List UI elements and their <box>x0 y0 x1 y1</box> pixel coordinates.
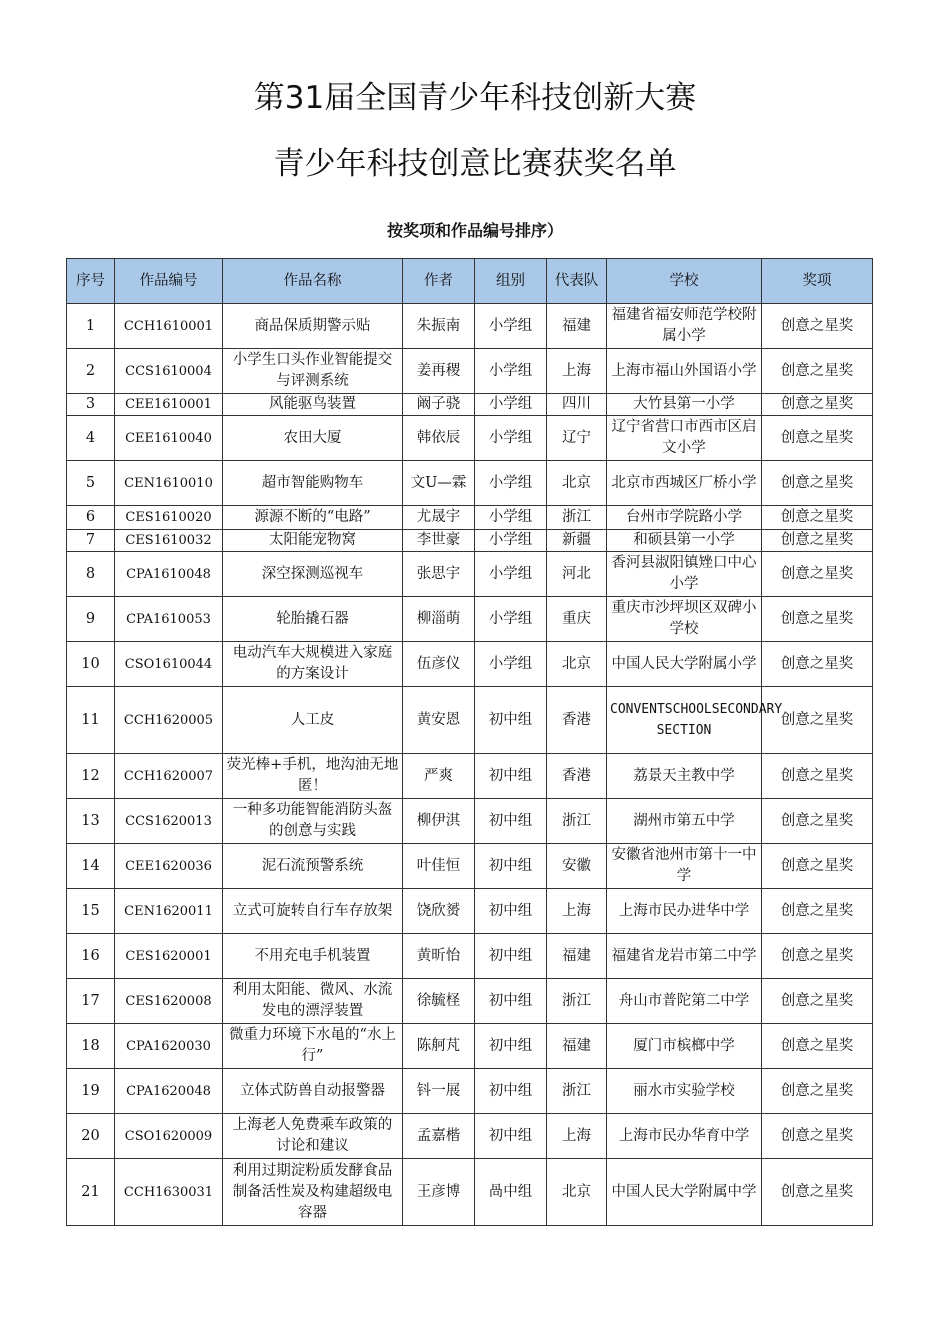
table-cell: 创意之星奖 <box>762 597 873 642</box>
table-cell: 重庆市沙坪坝区双碑小学校 <box>607 597 762 642</box>
table-cell: 利用过期淀粉质发酵食品制备活性炭及构建超级电容器 <box>223 1159 403 1226</box>
table-cell: 5 <box>67 461 115 506</box>
table-cell: CCH1630031 <box>115 1159 223 1226</box>
table-cell: 创意之星奖 <box>762 349 873 394</box>
table-cell: 18 <box>67 1024 115 1069</box>
table-cell: 和硕县第一小学 <box>607 530 762 552</box>
table-cell: 16 <box>67 934 115 979</box>
table-cell: 初中组 <box>475 1024 547 1069</box>
column-header: 代表队 <box>547 259 607 304</box>
table-cell: 安徽 <box>547 844 607 889</box>
table-cell: 文U—霖 <box>403 461 475 506</box>
table-row <box>67 552 873 597</box>
table-cell: 小学组 <box>475 349 547 394</box>
table-cell: 柳淄萌 <box>403 597 475 642</box>
table-cell: CSO1610044 <box>115 642 223 687</box>
table-cell: 中国人民大学附属小学 <box>607 642 762 687</box>
table-cell: CES1620001 <box>115 934 223 979</box>
table-row <box>67 799 873 844</box>
table-cell: 创意之星奖 <box>762 394 873 416</box>
table-cell: 福建省福安师范学校附属小学 <box>607 304 762 349</box>
table-row <box>67 979 873 1024</box>
table-cell: 20 <box>67 1114 115 1159</box>
table-cell: 孟嘉楷 <box>403 1114 475 1159</box>
table-cell: 电动汽车大规模进入家庭的方案设计 <box>223 642 403 687</box>
table-cell: 太阳能宠物窝 <box>223 530 403 552</box>
table-row <box>67 934 873 979</box>
table-cell: 上海老人免费乘车政策的讨论和建议 <box>223 1114 403 1159</box>
table-cell: 人工皮 <box>223 687 403 754</box>
table-cell: 朱振南 <box>403 304 475 349</box>
column-header: 序号 <box>67 259 115 304</box>
table-cell: CEE1610001 <box>115 394 223 416</box>
table-cell: 超市智能购物车 <box>223 461 403 506</box>
table-row <box>67 349 873 394</box>
column-header: 组别 <box>475 259 547 304</box>
table-cell: 初中组 <box>475 687 547 754</box>
table-cell: 11 <box>67 687 115 754</box>
table-cell: 6 <box>67 506 115 530</box>
table-cell: 立体式防兽自动报警器 <box>223 1069 403 1114</box>
column-header: 作品编号 <box>115 259 223 304</box>
table-cell: 台州市学院路小学 <box>607 506 762 530</box>
table-cell: 12 <box>67 754 115 799</box>
table-cell: 源源不断的“电路” <box>223 506 403 530</box>
table-cell: 创意之星奖 <box>762 844 873 889</box>
table-cell: 严爽 <box>403 754 475 799</box>
table-cell: CCH1620005 <box>115 687 223 754</box>
table-row <box>67 416 873 461</box>
table-cell: 7 <box>67 530 115 552</box>
table-cell: CES1610020 <box>115 506 223 530</box>
table-cell: 创意之星奖 <box>762 304 873 349</box>
table-cell: 创意之星奖 <box>762 1069 873 1114</box>
table-cell: 北京 <box>547 461 607 506</box>
table-cell: 陈舸芃 <box>403 1024 475 1069</box>
table-cell: 创意之星奖 <box>762 934 873 979</box>
table-cell: 浙江 <box>547 1069 607 1114</box>
table-cell: 初中组 <box>475 979 547 1024</box>
table-cell: 不用充电手机装置 <box>223 934 403 979</box>
table-cell: 咼中组 <box>475 1159 547 1226</box>
table-cell: 饶欣赟 <box>403 889 475 934</box>
table-cell: 农田大厦 <box>223 416 403 461</box>
table-cell: CPA1610048 <box>115 552 223 597</box>
table-cell: 中国人民大学附属中学 <box>607 1159 762 1226</box>
table-cell: 湖州市第五中学 <box>607 799 762 844</box>
table-cell: 初中组 <box>475 889 547 934</box>
table-cell: 初中组 <box>475 934 547 979</box>
table-cell: 创意之星奖 <box>762 1159 873 1226</box>
table-cell: 17 <box>67 979 115 1024</box>
table-cell: 上海市民办进华中学 <box>607 889 762 934</box>
table-cell: 北京 <box>547 642 607 687</box>
table-cell: 1 <box>67 304 115 349</box>
table-cell: 小学组 <box>475 530 547 552</box>
table-cell: CEN1620011 <box>115 889 223 934</box>
table-row <box>67 394 873 416</box>
table-cell: 李世豪 <box>403 530 475 552</box>
table-cell: 浙江 <box>547 799 607 844</box>
table-cell: 荧光棒+手机，地沟油无地匿！ <box>223 754 403 799</box>
table-cell: CPA1610053 <box>115 597 223 642</box>
table-body <box>67 304 873 1226</box>
table-cell: 小学组 <box>475 461 547 506</box>
table-cell: 浙江 <box>547 979 607 1024</box>
table-cell: 15 <box>67 889 115 934</box>
table-cell: CEE1610040 <box>115 416 223 461</box>
page-subtitle: 青少年科技创意比赛获奖名单 <box>273 146 677 182</box>
table-cell: CCS1610004 <box>115 349 223 394</box>
table-header-row <box>67 259 873 304</box>
table-cell: 上海市民办华育中学 <box>607 1114 762 1159</box>
table-cell: 王彦博 <box>403 1159 475 1226</box>
column-header: 作品名称 <box>223 259 403 304</box>
table-cell: 上海 <box>547 349 607 394</box>
table-cell: 小学组 <box>475 416 547 461</box>
table-cell: 新疆 <box>547 530 607 552</box>
table-cell: 福建 <box>547 1024 607 1069</box>
table-cell: 福建省龙岩市第二中学 <box>607 934 762 979</box>
table-cell: 姜再稷 <box>403 349 475 394</box>
table-cell: 21 <box>67 1159 115 1226</box>
table-cell: 创意之星奖 <box>762 552 873 597</box>
table-cell: 荔景天主教中学 <box>607 754 762 799</box>
table-cell: 初中组 <box>475 799 547 844</box>
table-cell: CEE1620036 <box>115 844 223 889</box>
table-row <box>67 1114 873 1159</box>
table-row <box>67 687 873 754</box>
table-cell: 浙江 <box>547 506 607 530</box>
table-cell: CES1620008 <box>115 979 223 1024</box>
table-cell: CCS1620013 <box>115 799 223 844</box>
table-row <box>67 530 873 552</box>
table-cell: 13 <box>67 799 115 844</box>
page-title: 第31届全国青少年科技创新大赛 <box>253 80 697 116</box>
column-header: 作者 <box>403 259 475 304</box>
table-cell: 黄安恩 <box>403 687 475 754</box>
table-cell: 小学组 <box>475 597 547 642</box>
table-cell: 10 <box>67 642 115 687</box>
table-cell: 创意之星奖 <box>762 889 873 934</box>
table-cell: 创意之星奖 <box>762 506 873 530</box>
table-cell: 初中组 <box>475 1069 547 1114</box>
table-cell: 立式可旋转自行车存放架 <box>223 889 403 934</box>
table-cell: 创意之星奖 <box>762 799 873 844</box>
table-cell: 香河县淑阳镇矬口中心小学 <box>607 552 762 597</box>
table-cell: 泥石流预警系统 <box>223 844 403 889</box>
table-cell: 深空探测巡视车 <box>223 552 403 597</box>
table-cell: 轮胎撬石器 <box>223 597 403 642</box>
table-cell: 创意之星奖 <box>762 687 873 754</box>
table-cell: 创意之星奖 <box>762 642 873 687</box>
table-cell: 9 <box>67 597 115 642</box>
table-cell: 创意之星奖 <box>762 461 873 506</box>
table-cell: CSO1620009 <box>115 1114 223 1159</box>
table-cell: 北京市西城区厂桥小学 <box>607 461 762 506</box>
table-cell: CPA1620030 <box>115 1024 223 1069</box>
table-cell: 小学组 <box>475 552 547 597</box>
table-cell: 韩依辰 <box>403 416 475 461</box>
table-cell: 4 <box>67 416 115 461</box>
table-cell: 2 <box>67 349 115 394</box>
table-cell: 19 <box>67 1069 115 1114</box>
table-cell: 北京 <box>547 1159 607 1226</box>
table-cell: 四川 <box>547 394 607 416</box>
sort-note: 按奖项和作品编号排序） <box>386 221 563 240</box>
table-cell: 创意之星奖 <box>762 416 873 461</box>
column-header: 奖项 <box>762 259 873 304</box>
table-row <box>67 844 873 889</box>
table-cell: 上海 <box>547 889 607 934</box>
table-cell: 尤晟宇 <box>403 506 475 530</box>
table-cell: 厦门市槟榔中学 <box>607 1024 762 1069</box>
table-cell: 风能驱鸟装置 <box>223 394 403 416</box>
table-row <box>67 461 873 506</box>
table-cell: 香港 <box>547 687 607 754</box>
table-cell: 创意之星奖 <box>762 754 873 799</box>
table-cell: CCH1620007 <box>115 754 223 799</box>
table-cell: CPA1620048 <box>115 1069 223 1114</box>
column-header: 学校 <box>607 259 762 304</box>
table-cell: 福建 <box>547 934 607 979</box>
table-cell: 小学生口头作业智能提交与评测系统 <box>223 349 403 394</box>
table-row <box>67 1069 873 1114</box>
table-cell: 河北 <box>547 552 607 597</box>
table-cell: 叶佳恒 <box>403 844 475 889</box>
table-cell: 创意之星奖 <box>762 1024 873 1069</box>
table-cell: 利用太阳能、微风、水流发电的漂浮装置 <box>223 979 403 1024</box>
table-cell: CCH1610001 <box>115 304 223 349</box>
table-cell: 重庆 <box>547 597 607 642</box>
table-cell: CES1610032 <box>115 530 223 552</box>
table-cell: 柳伊淇 <box>403 799 475 844</box>
awards-table <box>66 258 873 1226</box>
table-cell: 辽宁 <box>547 416 607 461</box>
table-cell: 上海市福山外国语小学 <box>607 349 762 394</box>
table-cell: 14 <box>67 844 115 889</box>
table-cell: 商品保质期警示贴 <box>223 304 403 349</box>
table-row <box>67 304 873 349</box>
table-cell: 钭一展 <box>403 1069 475 1114</box>
table-row <box>67 597 873 642</box>
table-cell: 3 <box>67 394 115 416</box>
table-cell: 辽宁省营口市西市区启文小学 <box>607 416 762 461</box>
table-cell: 初中组 <box>475 754 547 799</box>
table-cell: CEN1610010 <box>115 461 223 506</box>
table-cell: 徐毓柽 <box>403 979 475 1024</box>
table-cell: CONVENTSCHOOLSECONDARY SECTION <box>607 687 762 754</box>
table-cell: 伍彦仪 <box>403 642 475 687</box>
table-row <box>67 1159 873 1226</box>
table-cell: 初中组 <box>475 844 547 889</box>
table-cell: 一种多功能智能消防头盔的创意与实践 <box>223 799 403 844</box>
table-cell: 创意之星奖 <box>762 1114 873 1159</box>
table-row <box>67 1024 873 1069</box>
table-row <box>67 506 873 530</box>
table-cell: 小学组 <box>475 304 547 349</box>
table-cell: 创意之星奖 <box>762 530 873 552</box>
table-cell: 小学组 <box>475 642 547 687</box>
table-cell: 丽水市实验学校 <box>607 1069 762 1114</box>
table-cell: 初中组 <box>475 1114 547 1159</box>
table-row <box>67 754 873 799</box>
table-cell: 黄昕怡 <box>403 934 475 979</box>
table-cell: 香港 <box>547 754 607 799</box>
table-cell: 安徽省池州市第十一中学 <box>607 844 762 889</box>
table-row <box>67 889 873 934</box>
table-cell: 张思宇 <box>403 552 475 597</box>
table-row <box>67 642 873 687</box>
table-cell: 8 <box>67 552 115 597</box>
table-cell: 创意之星奖 <box>762 979 873 1024</box>
table-cell: 阚子骁 <box>403 394 475 416</box>
table-cell: 小学组 <box>475 506 547 530</box>
table-cell: 小学组 <box>475 394 547 416</box>
table-cell: 舟山市普陀第二中学 <box>607 979 762 1024</box>
table-cell: 大竹县第一小学 <box>607 394 762 416</box>
table-cell: 微重力环境下水黾的“水上行” <box>223 1024 403 1069</box>
table-cell: 福建 <box>547 304 607 349</box>
table-cell: 上海 <box>547 1114 607 1159</box>
